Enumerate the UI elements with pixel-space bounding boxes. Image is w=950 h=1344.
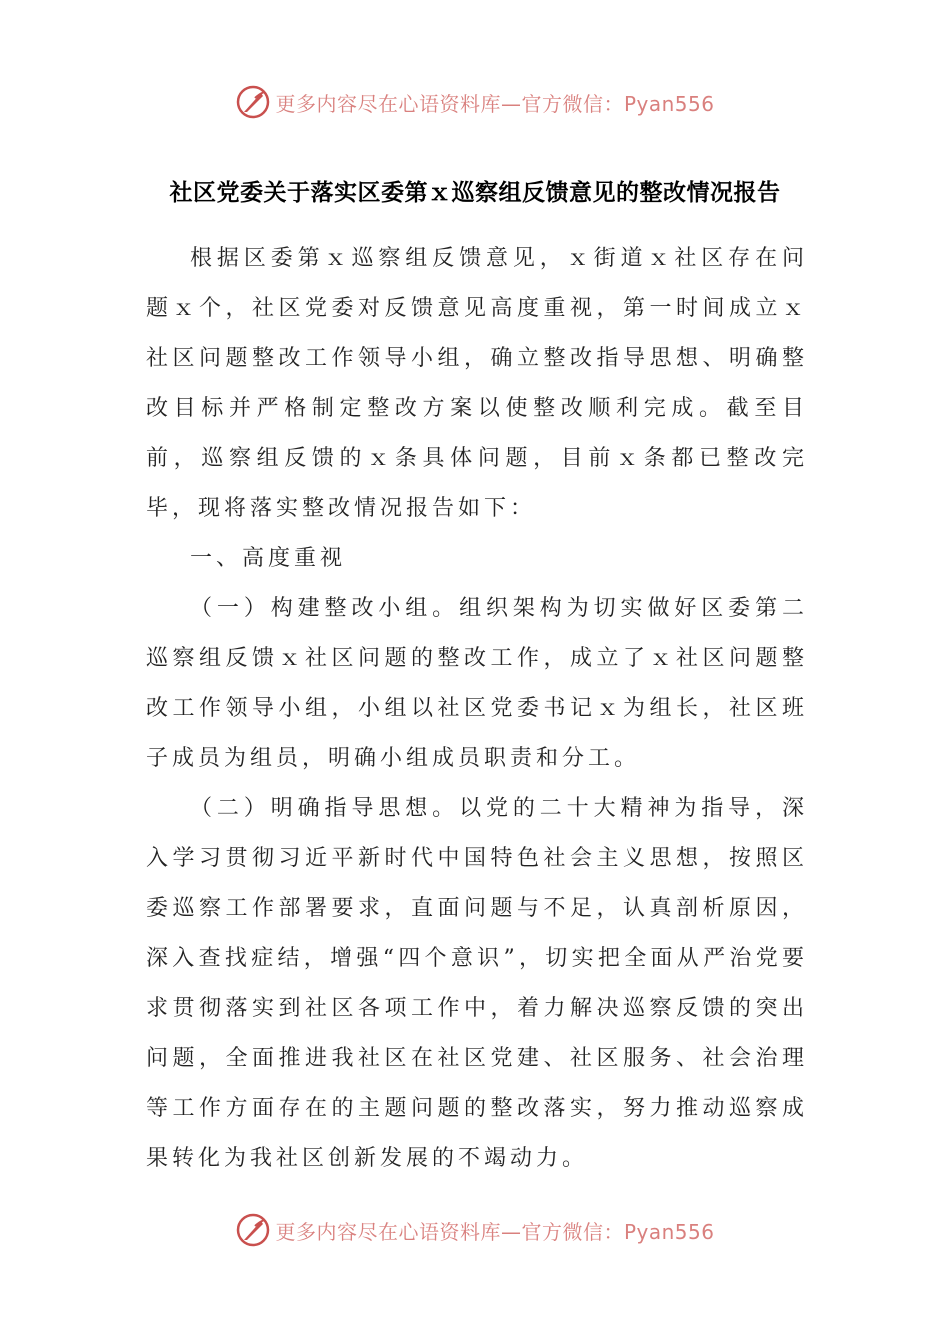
quill-logo-icon: [235, 1212, 271, 1248]
footer-watermark: [0, 1210, 950, 1250]
header-watermark: [0, 82, 950, 122]
quill-logo-icon: [235, 84, 271, 120]
watermark-text: 更多内容尽在心语资料库—官方微信：Pyan556: [275, 1219, 715, 1244]
paragraph-item-1: （一）构建整改小组。组织架构为切实做好区委第二巡察组反馈ｘ社区问题的整改工作，成立了ｘ社区问题整改工作领导小组，小组以社区党委书记ｘ为组长，社区班子成员为组员，明确小组成员职责和分工。: [146, 596, 808, 771]
section-heading: 一、高度重视: [190, 546, 347, 571]
paragraph-item-2: （二）明确指导思想。以党的二十大精神为指导，深入学习贯彻习近平新时代中国特色社会主义思想，按照区委巡察工作部署要求，直面问题与不足，认真剖析原因，深入查找症结，增强“四个意识”，切实把全面从严治党要求贯彻落实到社区各项工作中，着力解决巡察反馈的突出问题，全面推进我社区在社区党建、社区服务、社会治理等工作方面存在的主题问题的整改落实，努力推动巡察成果转化为我社区创新发展的不竭动力。: [146, 796, 808, 1171]
paragraph-intro: 根据区委第ｘ巡察组反馈意见，ｘ街道ｘ社区存在问题ｘ个，社区党委对反馈意见高度重视，第一时间成立ｘ社区问题整改工作领导小组，确立整改指导思想、明确整改目标并严格制定整改方案以使整改顺利完成。截至目前，巡察组反馈的ｘ条具体问题，目前ｘ条都已整改完毕，现将落实整改情况报告如下：: [146, 246, 808, 521]
document-body: [146, 234, 808, 1184]
document-title: 社区党委关于落实区委第ｘ巡察组反馈意见的整改情况报告: [169, 179, 781, 206]
watermark-text: 更多内容尽在心语资料库—官方微信：Pyan556: [275, 91, 715, 116]
